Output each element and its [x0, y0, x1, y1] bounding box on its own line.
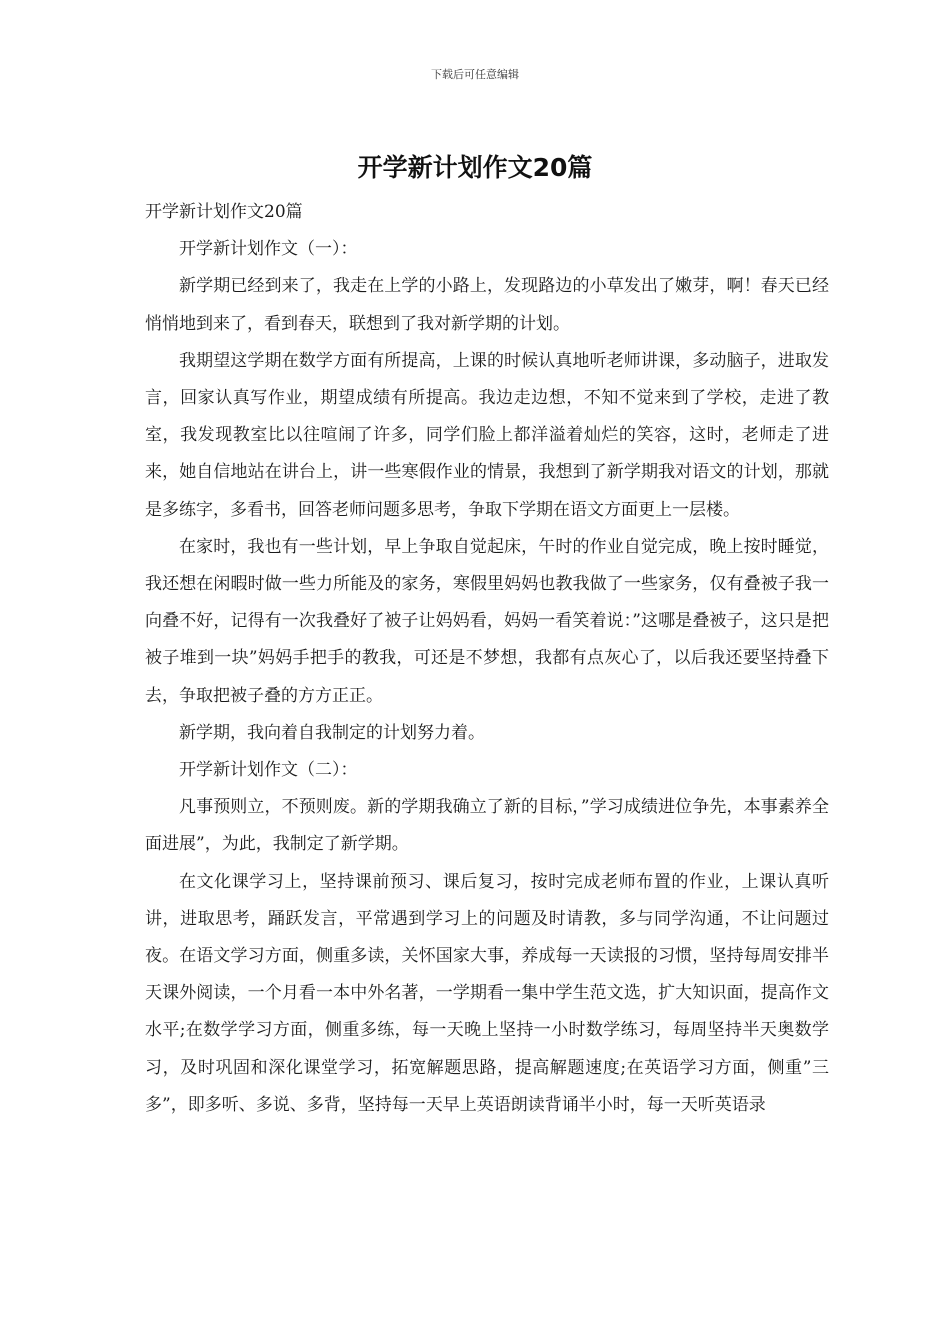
paragraph: 新学期已经到来了，我走在上学的小路上，发现路边的小草发出了嫩芽，啊！春天已经悄悄地到来了，看到春天，联想到了我对新学期的计划。 — [145, 276, 829, 334]
paragraph: 在家时，我也有一些计划，早上争取自觉起床，午时的作业自觉完成，晚上按时睡觉，我还想在闲暇时做一些力所能及的家务，寒假里妈妈也教我做了一些家务，仅有叠被子我一向叠不好，记得有一次我叠好了被子让妈妈看，妈妈一看笑着说：”这哪是叠被子，这只是把被子堆到一块”妈妈手把手的教我，可还是不梦想，我都有点灰心了，以后我还要坚持叠下去，争取把被子叠的方方正正。 — [145, 536, 829, 706]
paragraph: 在文化课学习上，坚持课前预习、课后复习，按时完成老师布置的作业，上课认真听讲，进取思考，踊跃发言，平常遇到学习上的问题及时请教，多与同学沟通，不让问题过夜。在语文学习方面，侧重多读，关怀国家大事，养成每一天读报的习惯，坚持每周安排半天课外阅读，一个月看一本中外名著，一学期看一集中学生范文选，扩大知识面，提高作文水平;在数学学习方面，侧重多练，每一天晚上坚持一小时数学练习，每周坚持半天奥数学习，及时巩固和深化课堂学习，拓宽解题思路，提高解题速度;在英语学习方面，侧重”三多”，即多听、多说、多背，坚持每一天早上英语朗读背诵半小时，每一天听英语录 — [145, 871, 829, 1115]
paragraph: 开学新计划作文20篇 — [145, 202, 303, 222]
document-title: 开学新计划作文20篇 — [357, 153, 593, 182]
paragraph: 新学期，我向着自我制定的计划努力着。 — [179, 722, 485, 743]
paragraph: 我期望这学期在数学方面有所提高，上课的时候认真地听老师讲课，多动脑子，进取发言，回家认真写作业，期望成绩有所提高。我边走边想，不知不觉来到了学校，走进了教室，我发现教室比以往喧闹了许多，同学们脸上都洋溢着灿烂的笑容，这时，老师走了进来，她自信地站在讲台上，讲一些寒假作业的情景，我想到了新学期我对语文的计划，那就是多练字，多看书，回答老师问题多思考，争取下学期在语文方面更上一层楼。 — [145, 350, 829, 520]
header-note: 下载后可任意编辑 — [431, 68, 519, 81]
document-body — [145, 194, 829, 1124]
paragraph: 开学新计划作文（一）： — [179, 239, 358, 260]
paragraph: 凡事预则立，不预则废。新的学期我确立了新的目标，”学习成绩进位争先，本事素养全面进展”，为此，我制定了新学期。 — [145, 797, 829, 855]
paragraph: 开学新计划作文（二）： — [179, 760, 358, 781]
